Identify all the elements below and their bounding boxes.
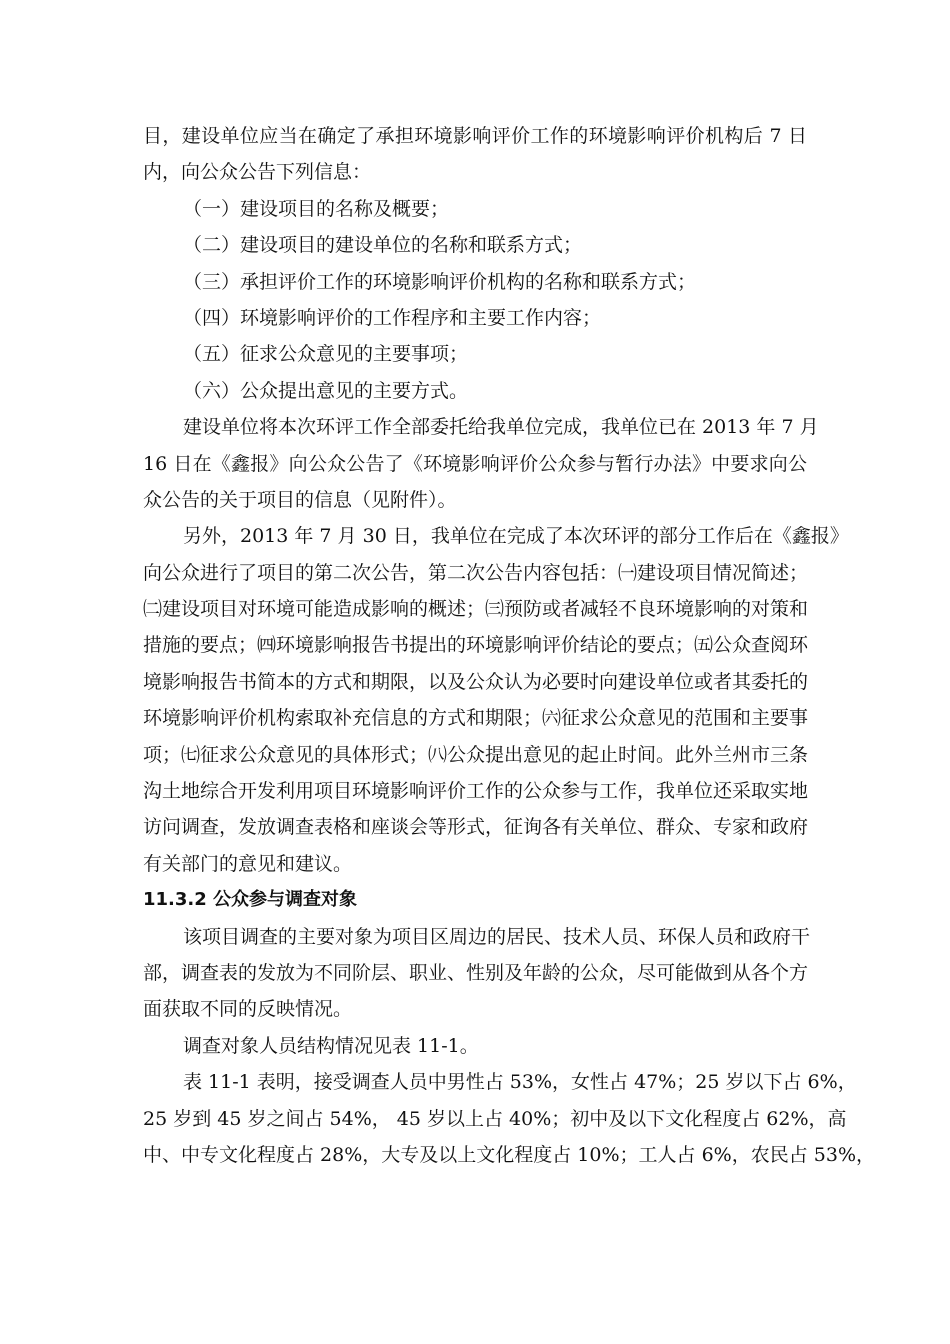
text-line: 目，建设单位应当在确定了承担环境影响评价工作的环境影响评价机构后 7 日 <box>143 125 807 147</box>
text-line: （五）征求公众意见的主要事项； <box>183 343 469 366</box>
text-line: 项；㈦征求公众意见的具体形式；㈧公众提出意见的起止时间。此外兰州市三条 <box>143 743 809 766</box>
text-line: 措施的要点；㈣环境影响报告书提出的环境影响评价结论的要点；㈤公众查阅环 <box>143 634 809 657</box>
text-line: 另外，2013 年 7 月 30 日，我单位在完成了本次环评的部分工作后在《鑫报》 <box>183 525 849 548</box>
text-line: 环境影响评价机构索取补充信息的方式和期限；㈥征求公众意见的范围和主要事 <box>143 707 809 730</box>
text-line: 部，调查表的发放为不同阶层、职业、性别及年龄的公众，尽可能做到从各个方 <box>143 961 809 984</box>
text-line: 16 日在《鑫报》向公众公告了《环境影响评价公众参与暂行办法》中要求向公 <box>143 452 807 475</box>
text-line: 访问调查，发放调查表格和座谈会等形式，征询各有关单位、群众、专家和政府 <box>143 816 809 839</box>
text-line: （三）承担评价工作的环境影响评价机构的名称和联系方式； <box>183 270 697 293</box>
text-line: （二）建设项目的建设单位的名称和联系方式； <box>183 234 583 257</box>
text-line: ㈡建设项目对环境可能造成影响的概述；㈢预防或者减轻不良环境影响的对策和 <box>143 598 809 621</box>
text-line: 向公众进行了项目的第二次公告，第二次公告内容包括：㈠建设项目情况简述； <box>143 561 809 584</box>
document-body <box>143 118 875 1173</box>
text-line: 建设单位将本次环评工作全部委托给我单位完成，我单位已在 2013 年 7 月 <box>183 416 819 439</box>
text-line: 中、中专文化程度占 28%，大专及以上文化程度占 10%；工人占 6%，农民占 53%， <box>143 1143 875 1166</box>
text-line: 25 岁到 45 岁之间占 54%， 45 岁以上占 40%；初中及以下文化程度占 62%，高 <box>143 1107 847 1130</box>
text-line: 调查对象人员结构情况见表 11-1。 <box>183 1034 479 1057</box>
text-line: （六）公众提出意见的主要方式。 <box>183 379 469 402</box>
text-line: 该项目调查的主要对象为项目区周边的居民、技术人员、环保人员和政府干 <box>183 925 811 948</box>
text-line: 面获取不同的反映情况。 <box>143 998 353 1021</box>
text-line: 众公告的关于项目的信息（见附件）。 <box>143 488 457 511</box>
text-line: 境影响报告书简本的方式和期限，以及公众认为必要时向建设单位或者其委托的 <box>143 670 809 693</box>
section-heading: 11.3.2 公众参与调查对象 <box>143 889 358 911</box>
text-line: （四）环境影响评价的工作程序和主要工作内容； <box>183 306 602 329</box>
text-line: 沟土地综合开发利用项目环境影响评价工作的公众参与工作，我单位还采取实地 <box>143 780 809 803</box>
text-line: 表 11-1 表明，接受调查人员中男性占 53%，女性占 47%；25 岁以下占 6%， <box>183 1071 857 1094</box>
text-line: 内，向公众公告下列信息： <box>143 161 372 184</box>
text-line: （一）建设项目的名称及概要； <box>183 197 450 220</box>
text-line: 有关部门的意见和建议。 <box>143 852 353 875</box>
